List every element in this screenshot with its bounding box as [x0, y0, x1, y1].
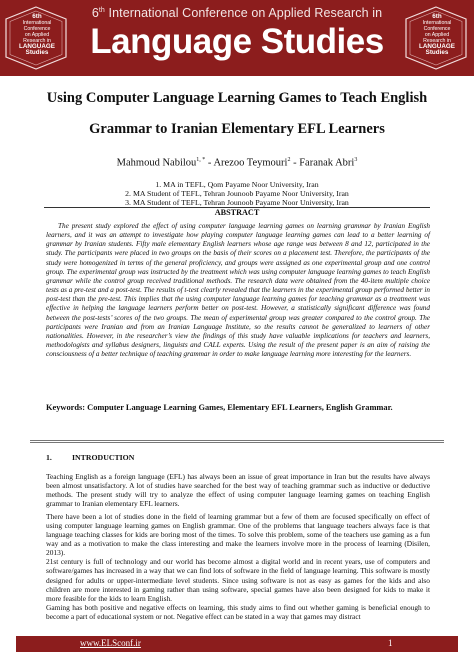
- affiliation: 1. MA in TEFL, Qom Payame Noor University, Iran: [155, 180, 319, 189]
- paper-title-line-2: Grammar to Iranian Elementary EFL Learners: [89, 121, 385, 137]
- divider: [30, 442, 444, 443]
- author-sup: 2: [287, 157, 291, 163]
- abstract-text: The present study explored the effect of using computer language learning games on learning grammar by Iranian English learners, and it was an attempt to investigate how playing computer language learning games can lead to a better learning of grammar by Iranian students. Fifty male elementary English learners whose age range was between 8 and 12, participated in the study. The participants were placed in two groups on the basis of their scores on a placement test. Therefore, the participants of the study were homogenized in terms of the general proficiency, and groups were assigned as one experimental group and one control group. The experimental group was instructed by the treatment which was using computer language learning games to teach English grammar while the control group received traditional methods. The research data were obtained from the 40-item multiple choice tests as a pre-test and a post-test. The results of t-test clearly revealed that the learners in the experimental group performed better in post-test than the pre-test. This implies that the using computer language learning games for teaching grammar as a treatment was effective in helping the language learners perform better on post-test. However, a statistically significant difference was found between the post-tests’ scores of the two groups. The mean of experimental group was greater compared to the control group. The participants were Iranian and from an Iranian Language Institute, so the results cannot be generalized to learners of other nationalities. However, in the researcher’s view the findings of this study have valuable implications for teachers and learners, methodologists and syllabus designers, linguists and CALL experts. Using the result of the present paper is an aim of raising the consciousness of a better technique of teaching grammar in order to make language learning more interesting for the learners.: [46, 222, 430, 359]
- author-sup: 1, *: [196, 157, 206, 163]
- keywords: Keywords: Computer Language Learning Games, Elementary EFL Learners, English Grammar.: [46, 403, 393, 412]
- journal-name: Language Studies: [90, 22, 384, 61]
- page-footer: [16, 636, 458, 652]
- logo-text: 6th International Conference on Applied Research in LANGUAGE Studies: [418, 13, 456, 56]
- conference-line: 6th International Conference on Applied Research in: [91, 6, 383, 20]
- conference-logo-left: [5, 6, 67, 70]
- author-name: Mahmoud Nabilou: [116, 157, 197, 169]
- paragraph: Gaming has both positive and negative effects on learning, this study aims to find out whether gaming is beneficial enough to become a part of educational system or not. Negative effect can be stated in a way that games may distract: [46, 602, 430, 621]
- page-number: 1: [388, 638, 393, 648]
- abstract-heading: ABSTRACT: [214, 208, 260, 217]
- author-sup: 3: [354, 157, 358, 163]
- paragraph: 21st century is full of technology and our world has become almost a digital world and in recent years, use of computers and software/games has increased in a way that we can find lots of software in the field of language learning. This software is mostly designed for adults or upper-intermediate level students. Since using software is not as easy as games for the kids and also children are more interested in gaming rather than using software, special games have also been designed for kids to make it more feasible for the kids to learn English.: [46, 557, 430, 603]
- conference-logo-right: [405, 6, 467, 70]
- affiliation: 2. MA Student of TEFL, Tehran Jounoob Payame Noor University, Iran: [125, 189, 349, 198]
- conference-banner: [0, 0, 474, 76]
- website-link[interactable]: www.ELSconf.ir: [80, 638, 141, 648]
- author-name: Arezoo Teymouri: [213, 157, 288, 169]
- paper-title-line-1: Using Computer Language Learning Games to Teach English: [46, 90, 428, 106]
- author-name: Faranak Abri: [299, 157, 355, 169]
- paragraph: Teaching English as a foreign language (EFL) has always been an issue of great importance in Iran but the results have always been almost unsatisfactory. A lot of studies have searched for the best way of teaching grammar such as inductive or deductive methods. The present study will try to analyze the effect of using computer language learning games on teaching English grammar to Iranian elementary EFL learners.: [46, 472, 430, 509]
- introduction-body: [46, 472, 430, 621]
- author-list: Mahmoud Nabilou$^{1, *}$ - Arezoo Teymouri$^2$ - Faranak Abri$^3$: [116, 157, 358, 169]
- paragraph: There have been a lot of studies done in the field of learning grammar but a few of them are focused specifically on effect of using computer language learning games on English grammar. One of the problems that language teachers always face is that language teaching classes for kids are boring most of the times. To solve this problem, some of the teachers use gaming as a fun way and as a motivation to make the class interesting and make the learners involve more in the process of learning (Disilen, 2013).: [46, 512, 430, 558]
- section-heading: 1. INTRODUCTION: [46, 453, 135, 462]
- affiliation: 3. MA Student of TEFL, Tehran Jounoob Payame Noor University, Iran: [125, 198, 349, 207]
- divider: [30, 440, 444, 441]
- logo-text: 6th International Conference on Applied Research in LANGUAGE Studies: [18, 13, 56, 56]
